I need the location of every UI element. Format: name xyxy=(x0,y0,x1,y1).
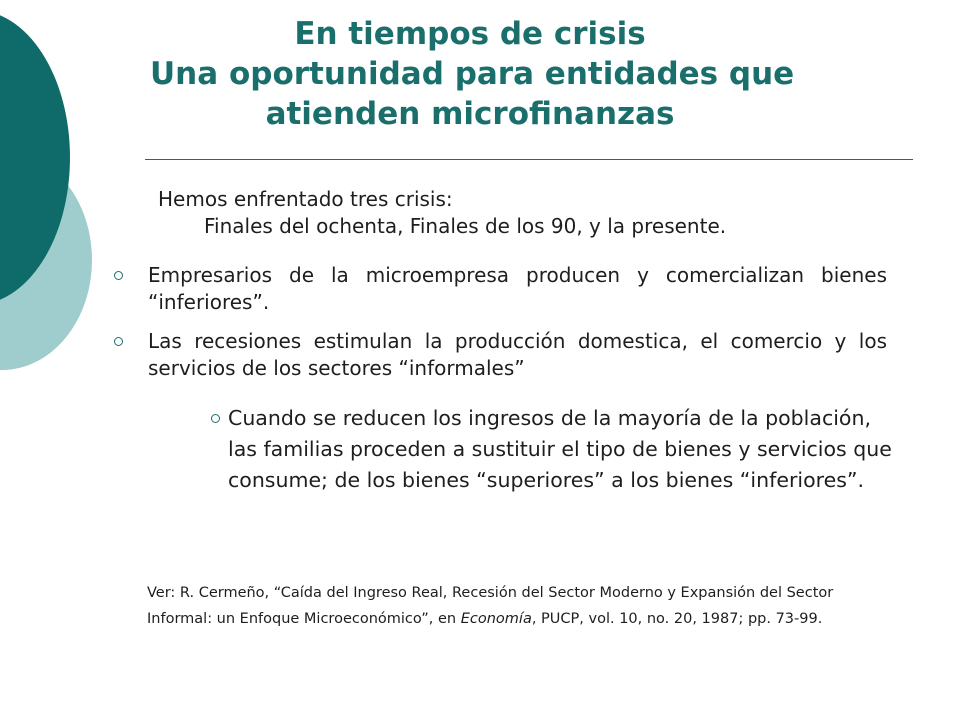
bullet-item xyxy=(112,262,887,316)
bullet-list xyxy=(112,262,887,394)
title-line-1: En tiempos de crisis xyxy=(294,16,646,52)
reference-journal: Economía xyxy=(460,611,532,627)
bullet-circle-icon xyxy=(114,337,123,346)
sub-bullet-text: Cuando se reducen los ingresos de la mayoría de la población, las familias proceden a sustituir el tipo de bienes y servicios que consume; de los bienes “superiores” a los bienes “inferiores”. xyxy=(228,406,892,492)
sub-bullet-item xyxy=(206,403,896,496)
intro-line-1: Hemos enfrentado tres crisis: xyxy=(158,187,453,211)
bullet-text: Empresarios de la microempresa producen y comercializan bienes “inferiores”. xyxy=(148,263,887,314)
title-line-3: atienden microfinanzas xyxy=(265,96,675,132)
slide-title xyxy=(150,14,795,134)
bullet-item xyxy=(112,328,887,382)
intro-line-2: Finales del ochenta, Finales de los 90, y la presente. xyxy=(204,214,727,238)
reference-citation xyxy=(147,580,892,632)
reference-text: Ver: R. Cermeño, “Caída del Ingreso Real, Recesión del Sector Moderno y Expansión del Sector Informal: un Enfoque Microeconómico”, en xyxy=(147,585,834,627)
title-line-2: Una oportunidad para entidades que xyxy=(150,56,795,92)
reference-details: , PUCP, vol. 10, no. 20, 1987; pp. 73-99. xyxy=(531,611,823,627)
title-divider xyxy=(145,159,913,160)
sub-bullet-circle-icon xyxy=(211,414,220,423)
bullet-text: Las recesiones estimulan la producción domestica, el comercio y los servicios de los sectores “informales” xyxy=(148,329,887,380)
bullet-circle-icon xyxy=(114,271,123,280)
intro-text xyxy=(158,186,726,240)
